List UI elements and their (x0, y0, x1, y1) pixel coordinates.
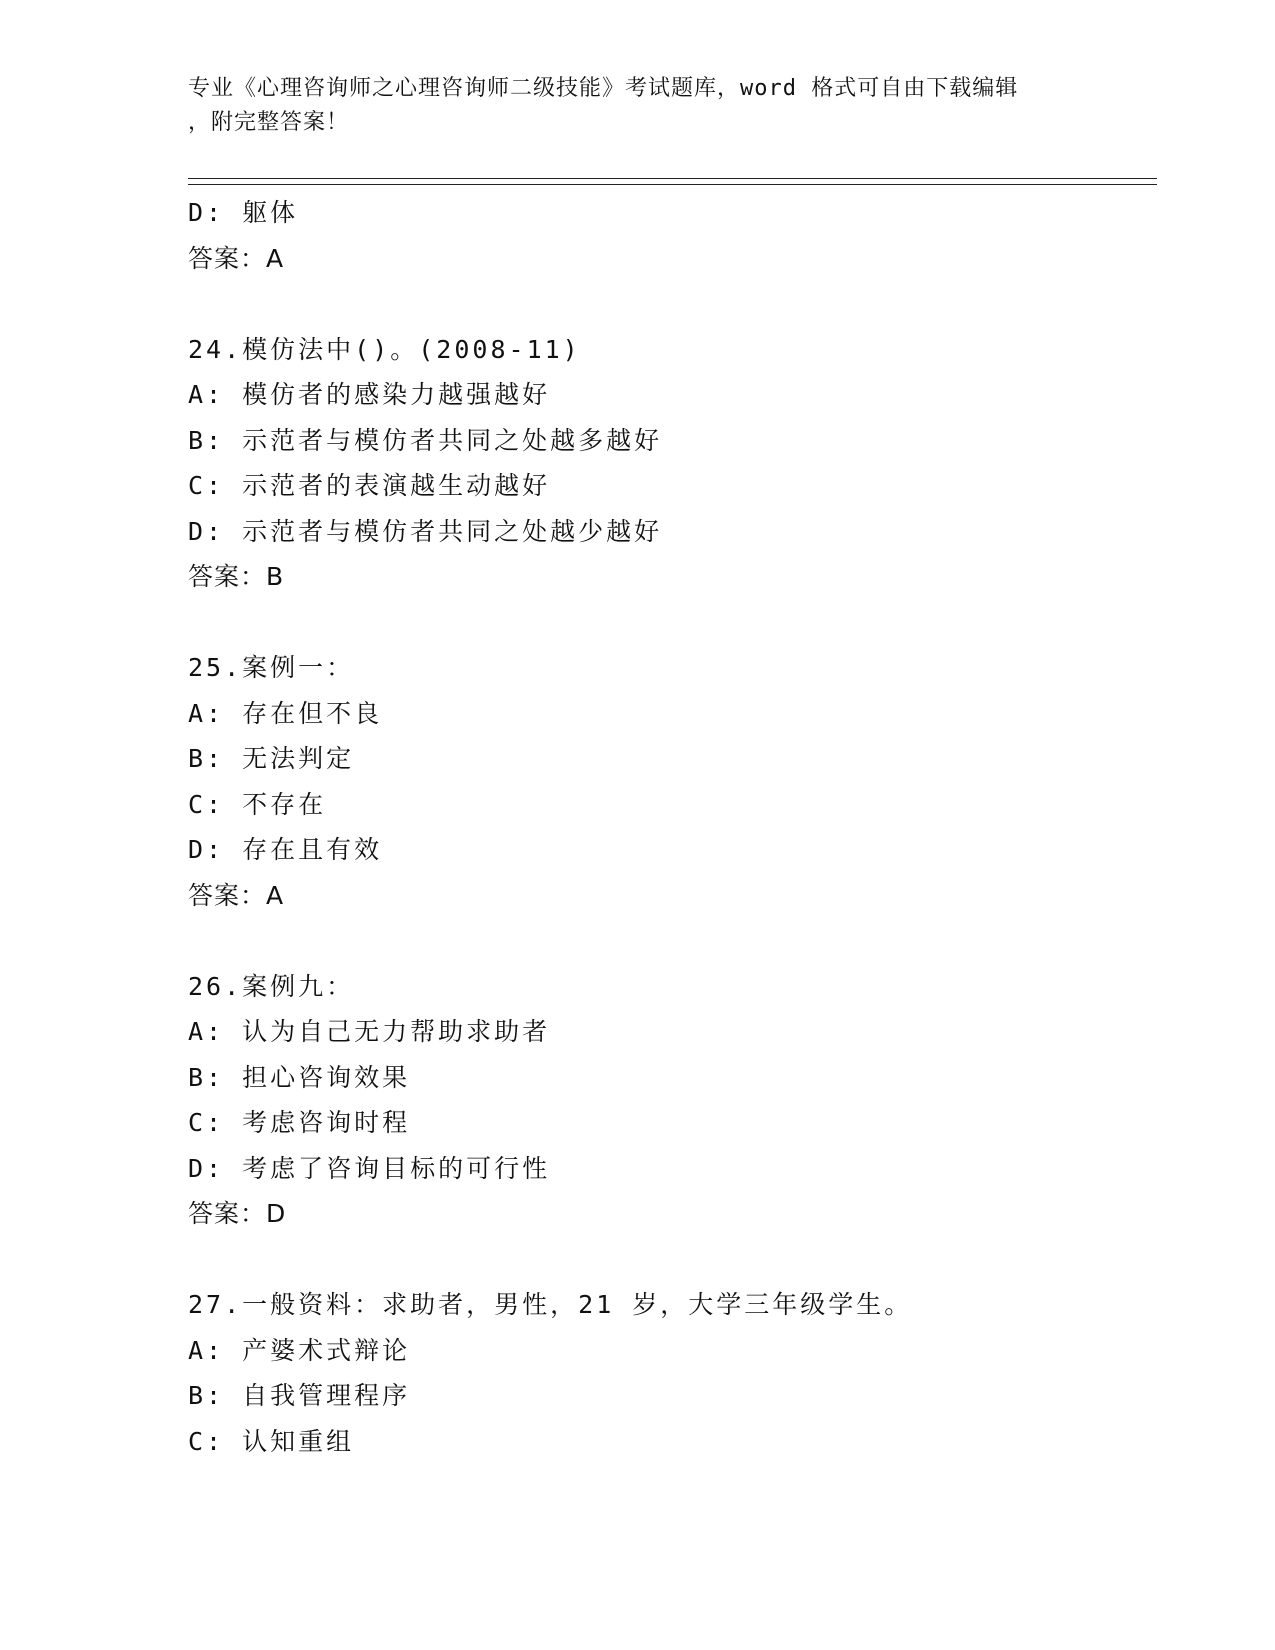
spacer (188, 1237, 1148, 1283)
answer-line: 答案：B (188, 562, 285, 591)
question-list (188, 190, 1148, 1464)
option-c: C: 示范者的表演越生动越好 (188, 471, 551, 500)
question-text: 26.案例九： (188, 971, 355, 1001)
option-d: D: 示范者与模仿者共同之处越少越好 (188, 516, 663, 546)
option-b: B: 担心咨询效果 (188, 1062, 411, 1092)
question-block-27 (188, 1282, 1148, 1464)
option-c: C: 考虑咨询时程 (188, 1108, 411, 1137)
answer-line: 答案：A (188, 880, 285, 910)
option-a: A: 认为自己无力帮助求助者 (188, 1017, 551, 1046)
option-d: D: 躯体 (188, 198, 299, 227)
spacer (188, 918, 1148, 964)
spacer (188, 281, 1148, 327)
option-d: D: 考虑了咨询目标的可行性 (188, 1153, 551, 1183)
option-c: C: 认知重组 (188, 1426, 355, 1456)
header-title-line2: ，附完整答案！ (188, 110, 350, 135)
option-b: B: 无法判定 (188, 744, 355, 773)
option-b: B: 示范者与模仿者共同之处越多越好 (188, 425, 663, 455)
answer-line: 答案：D (188, 1199, 287, 1228)
option-d: D: 存在且有效 (188, 835, 383, 864)
header-divider-top (188, 178, 1157, 179)
spacer (188, 600, 1148, 646)
question-block-23 (188, 190, 1148, 281)
question-text: 25.案例一： (188, 653, 355, 682)
option-a: A: 存在但不良 (188, 698, 383, 728)
question-block-24 (188, 327, 1148, 600)
header-divider-bottom (188, 184, 1157, 185)
option-a: A: 产婆术式辩论 (188, 1335, 411, 1365)
option-b: B: 自我管理程序 (188, 1381, 411, 1410)
answer-line: 答案：A (188, 243, 285, 273)
header-title-line1: 专业《心理咨询师之心理咨询师二级技能》考试题库，word 格式可自由下载编辑 (188, 76, 1019, 101)
question-block-25 (188, 645, 1148, 918)
question-text: 24.模仿法中()。(2008-11) (188, 334, 581, 364)
option-a: A: 模仿者的感染力越强越好 (188, 380, 551, 409)
question-text: 27.一般资料：求助者，男性，21 岁，大学三年级学生。 (188, 1290, 913, 1319)
option-c: C: 不存在 (188, 789, 327, 819)
page-header (188, 72, 1088, 140)
question-block-26 (188, 964, 1148, 1237)
